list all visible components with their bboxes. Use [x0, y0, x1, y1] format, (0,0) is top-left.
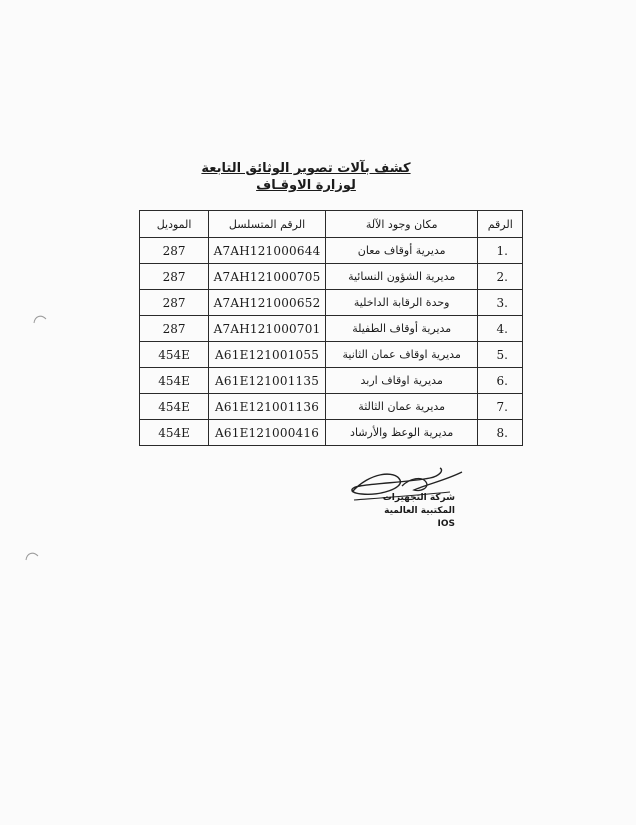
header-location: مكان وجود الآلة — [325, 211, 478, 238]
row-number: .1 — [478, 238, 523, 264]
row-number: .5 — [478, 342, 523, 368]
row-serial: A61E121001136 — [209, 394, 326, 420]
row-model: 287 — [140, 290, 209, 316]
company-line-1: شركة التجهيزات — [382, 493, 455, 503]
row-model: 454E — [140, 420, 209, 446]
row-number: .8 — [478, 420, 523, 446]
row-number: .2 — [478, 264, 523, 290]
row-model: 287 — [140, 264, 209, 290]
table-row — [140, 342, 523, 368]
row-serial: A61E121001135 — [209, 368, 326, 394]
row-location: مديرية اوقاف عمان الثانية — [325, 342, 478, 368]
title-line-2: لوزارة الاوقـاف — [256, 178, 356, 193]
company-line-2: المكتبية العالمية IOS — [384, 506, 455, 529]
table-row — [140, 290, 523, 316]
row-serial: A7AH121000652 — [209, 290, 326, 316]
punch-hole-mark-top — [32, 311, 48, 327]
table-row — [140, 420, 523, 446]
table-row — [140, 264, 523, 290]
row-serial: A7AH121000644 — [209, 238, 326, 264]
row-location: مديرية عمان الثالثة — [325, 394, 478, 420]
header-number: الرقم — [478, 211, 523, 238]
row-number: .3 — [478, 290, 523, 316]
row-model: 454E — [140, 342, 209, 368]
table-row — [140, 238, 523, 264]
header-model: الموديل — [140, 211, 209, 238]
row-location: مديرية الوعظ والأرشاد — [325, 420, 478, 446]
row-serial: A7AH121000701 — [209, 316, 326, 342]
table-row — [140, 316, 523, 342]
row-number: .7 — [478, 394, 523, 420]
row-location: مديرية الشؤون النسائية — [325, 264, 478, 290]
row-model: 454E — [140, 394, 209, 420]
table-header-row — [140, 211, 523, 238]
row-location: مديرية أوقاف معان — [325, 238, 478, 264]
header-serial: الرقم المتسلسل — [209, 211, 326, 238]
row-model: 287 — [140, 316, 209, 342]
table-row — [140, 394, 523, 420]
copiers-table — [139, 210, 523, 446]
row-location: وحدة الرقابة الداخلية — [325, 290, 478, 316]
row-model: 454E — [140, 368, 209, 394]
punch-hole-mark-bottom — [24, 548, 40, 564]
row-location: مديرية اوقاف اربد — [325, 368, 478, 394]
row-number: .6 — [478, 368, 523, 394]
title-line-1: كشف بآلات تصوير الوثائق التابعة — [201, 161, 411, 176]
table-row — [140, 368, 523, 394]
row-number: .4 — [478, 316, 523, 342]
document-title — [196, 160, 416, 194]
row-model: 287 — [140, 238, 209, 264]
row-serial: A7AH121000705 — [209, 264, 326, 290]
company-stamp — [365, 492, 455, 531]
row-location: مديرية أوقاف الطفيلة — [325, 316, 478, 342]
row-serial: A61E121000416 — [209, 420, 326, 446]
row-serial: A61E121001055 — [209, 342, 326, 368]
